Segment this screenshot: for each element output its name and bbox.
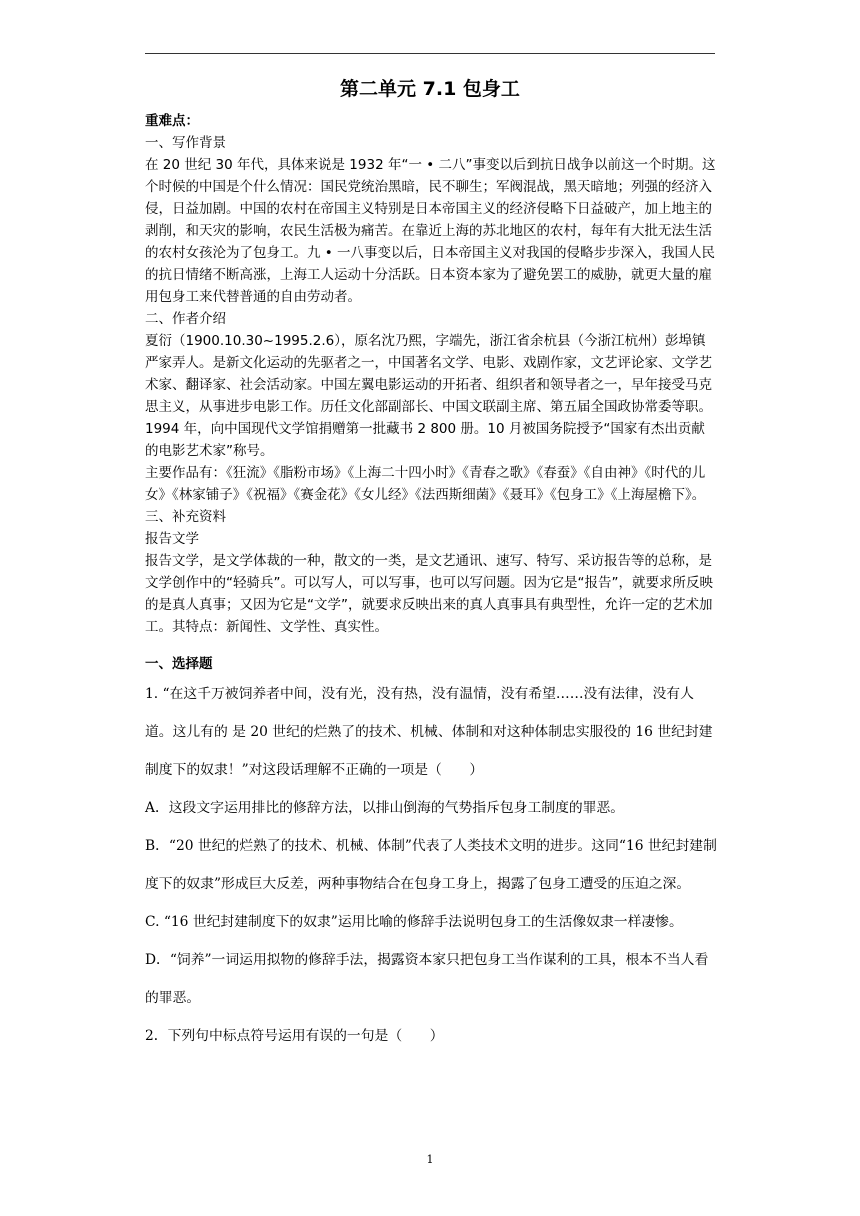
section-gap [145, 638, 717, 653]
question-block [145, 675, 717, 1055]
section-author-text: 夏衍（1900.10.30~1995.2.6），原名沈乃熙，字端先，浙江省余杭县（今浙江杭州）彭埠镇严家弄人。是新文化运动的先驱者之一，中国著名文学、电影、戏剧作家，文艺评论家、文学艺术家、翻译家、社会活动家。中国左翼电影运动的开拓者、组织者和领导者之一，早年接受马克思主义，从事进步电影工作。历任文化部副部长、中国文联副主席、第五届全国政协常委等职。1994 年，向中国现代文学馆捐赠第一批藏书 2 800 册。10 月被国务院授予“国家有杰出贡献的电影艺术家”称号。 [145, 333, 712, 459]
section-author-works: 主要作品有：《狂流》《脂粉市场》《上海二十四小时》《青春之歌》《春蚕》《自由神》《时代的儿女》《林家铺子》《祝福》《赛金花》《女儿经》《法西斯细菌》《聂耳》《包身工》《上海屋檐下》。 [145, 465, 706, 503]
question-1-stem: 1. “在这千万被饲养者中间，没有光，没有热，没有温情，没有希望……没有法律，没有人道。这儿有的 是 20 世纪的烂熟了的技术、机械、体制和对这种体制忠实服役的 16 世纪封建制度下的奴隶！”对这段话理解不正确的一项是（ ） [145, 686, 713, 778]
section-background-title: 一、写作背景 [145, 135, 226, 151]
header-rule [145, 53, 715, 54]
page-number: 1 [426, 1153, 434, 1166]
question-2-stem: 2．下列句中标点符号运用有误的一句是（ ） [145, 1028, 444, 1044]
document-body [145, 110, 717, 1055]
section-background-text: 在 20 世纪 30 年代，具体来说是 1932 年“一 • 二八”事变以后到抗日战争以前这一个时期。这个时候的中国是个什么情况：国民党统治黑暗，民不聊生；军阀混战，黑天暗地；列强的经济入侵，日益加剧。中国的农村在帝国主义特别是日本帝国主义的经济侵略下日益破产，加上地主的剥削，和天灾的影响，农民生活极为痛苦。在靠近上海的苏北地区的农村，每年有大批无法生活的农村女孩沦为了包身工。九 • 一八事变以后，日本帝国主义对我国的侵略步步深入，我国人民的抗日情绪不断高涨，上海工人运动十分活跃。日本资本家为了避免罢工的威胁，就更大量的雇用包身工来代替普通的自由劳动者。 [145, 157, 716, 305]
question-1-option-b: B．“20 世纪的烂熟了的技术、机械、体制”代表了人类技术文明的进步。这同“16 世纪封建制度下的奴隶”形成巨大反差，两种事物结合在包身工身上，揭露了包身工遭受的压迫之深。 [145, 838, 717, 892]
page-title: 第二单元 7.1 包身工 [340, 78, 520, 100]
question-1-option-c: C. “16 世纪封建制度下的奴隶”运用比喻的修辞手法说明包身工的生活像奴隶一样凄惨。 [145, 914, 683, 930]
section-supplement-text: 报告文学，是文学体裁的一种，散文的一类，是文艺通讯、速写、特写、采访报告等的总称，是文学创作中的“轻骑兵”。可以写人，可以写事，也可以写问题。因为它是“报告”，就要求所反映的是真人真事；又因为它是“文学”，就要求反映出来的真人真事具有典型性，允许一定的艺术加工。其特点：新闻性、文学性、真实性。 [145, 553, 713, 635]
section-author-title: 二、作者介绍 [145, 311, 226, 327]
section-supplement-subtitle: 报告文学 [145, 531, 199, 547]
question-1-option-a: A．这段文字运用排比的修辞方法，以排山倒海的气势指斥包身工制度的罪恶。 [145, 800, 625, 816]
question-1-option-d: D．“饲养”一词运用拟物的修辞手法，揭露资本家只把包身工当作谋利的工具，根本不当人看的罪恶。 [145, 952, 709, 1006]
exercise-heading: 一、选择题 [145, 656, 213, 672]
key-points-heading: 重难点： [145, 113, 199, 129]
section-supplement-title: 三、补充资料 [145, 509, 226, 525]
